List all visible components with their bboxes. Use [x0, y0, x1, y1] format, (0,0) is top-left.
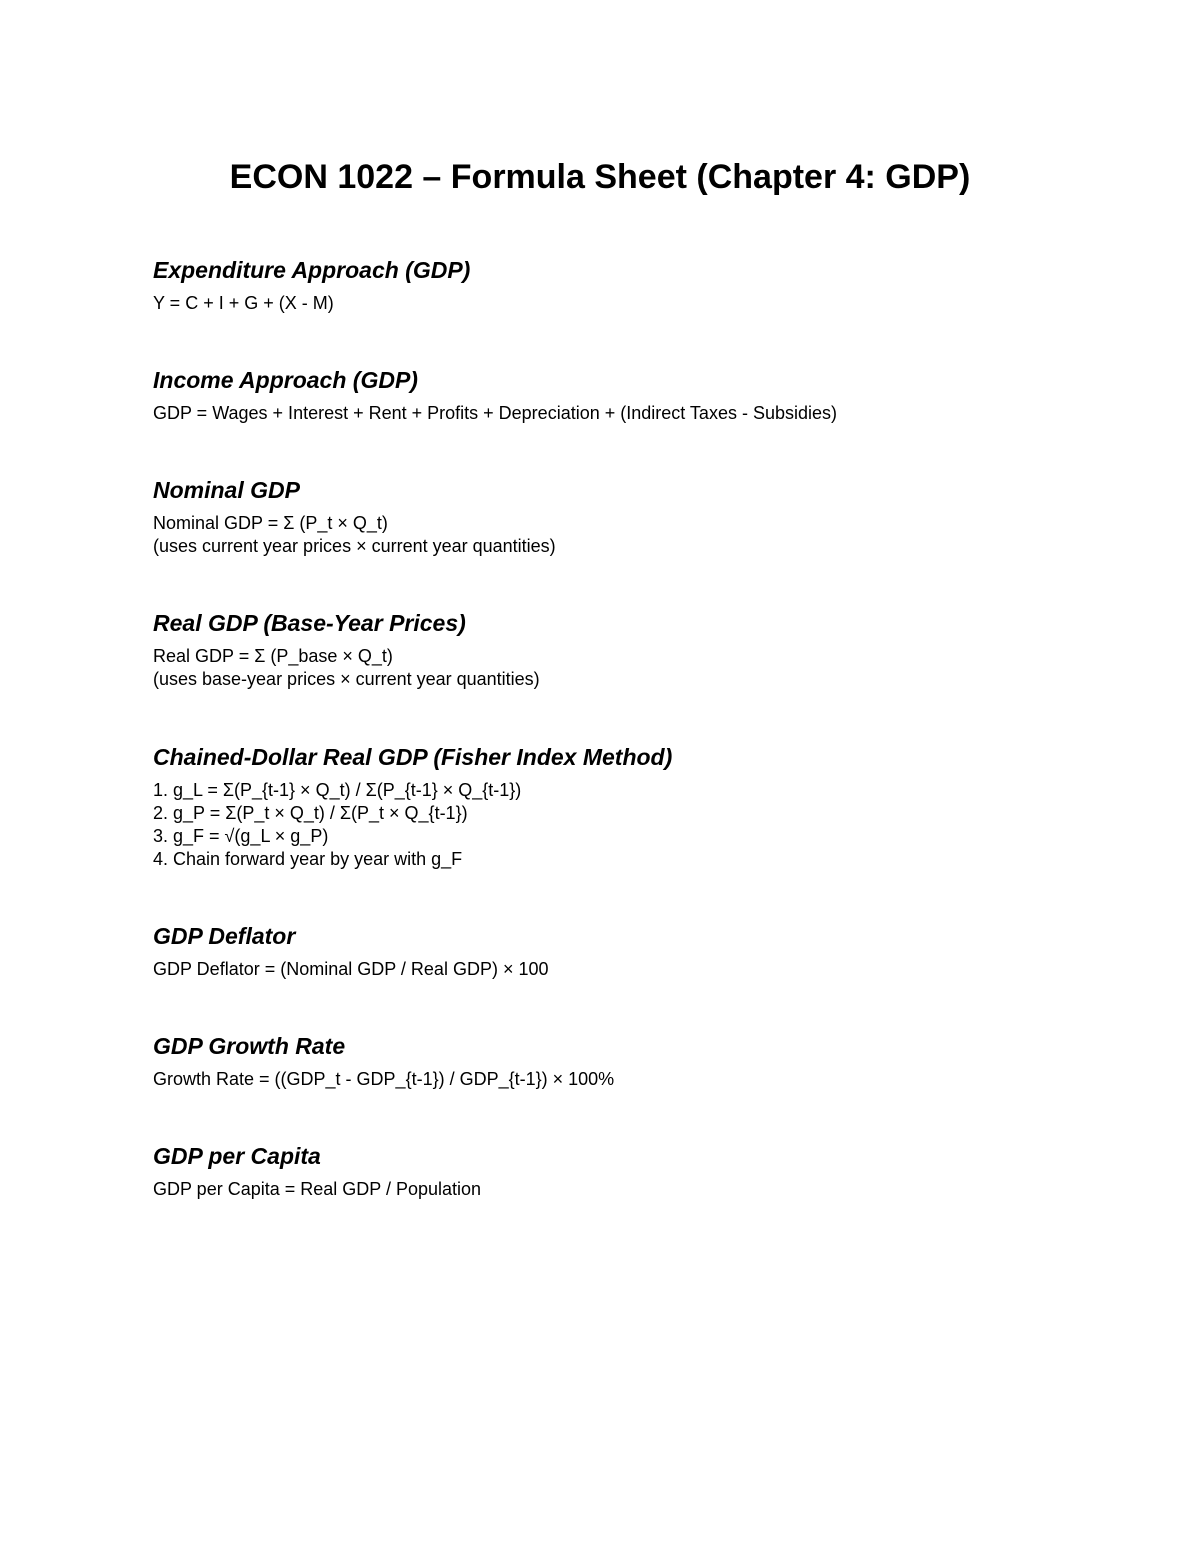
section-heading: GDP Deflator	[153, 923, 296, 949]
section-heading: Real GDP (Base-Year Prices)	[153, 610, 466, 636]
section-gdp-per-capita	[153, 1142, 1053, 1201]
formula-step: 2. g_P = Σ(P_t × Q_t) / Σ(P_t × Q_{t-1})	[153, 803, 468, 823]
section-real-gdp	[153, 609, 1053, 691]
section-heading: GDP Growth Rate	[153, 1033, 346, 1059]
section-income-approach	[153, 366, 1053, 425]
formula-line: Real GDP = Σ (P_base × Q_t)	[153, 646, 393, 666]
section-chained-dollar-real-gdp	[153, 743, 1053, 871]
formula-line: Y = C + I + G + (X - M)	[153, 293, 334, 313]
section-heading: Expenditure Approach (GDP)	[153, 257, 471, 283]
section-heading: Nominal GDP	[153, 477, 300, 503]
section-gdp-deflator	[153, 922, 1053, 981]
formula-line: Nominal GDP = Σ (P_t × Q_t)	[153, 513, 388, 533]
section-nominal-gdp	[153, 476, 1053, 558]
formula-step: 4. Chain forward year by year with g_F	[153, 849, 463, 869]
section-gdp-growth-rate	[153, 1032, 1053, 1091]
section-heading: GDP per Capita	[153, 1143, 321, 1169]
formula-line: GDP = Wages + Interest + Rent + Profits + Depreciation + (Indirect Taxes - Subsidies)	[153, 403, 837, 423]
formula-note: (uses base-year prices × current year quantities)	[153, 669, 540, 689]
formula-line: GDP per Capita = Real GDP / Population	[153, 1179, 482, 1199]
section-heading: Income Approach (GDP)	[153, 367, 418, 393]
formula-note: (uses current year prices × current year quantities)	[153, 536, 556, 556]
section-heading: Chained-Dollar Real GDP (Fisher Index Method)	[153, 744, 673, 770]
formula-line: Growth Rate = ((GDP_t - GDP_{t-1}) / GDP_{t-1}) × 100%	[153, 1069, 615, 1089]
section-expenditure-approach	[153, 256, 1053, 315]
formula-step: 3. g_F = √(g_L × g_P)	[153, 826, 329, 846]
formula-line: GDP Deflator = (Nominal GDP / Real GDP) × 100	[153, 959, 549, 979]
page-title: ECON 1022 – Formula Sheet (Chapter 4: GDP)	[229, 158, 971, 196]
formula-step: 1. g_L = Σ(P_{t-1} × Q_t) / Σ(P_{t-1} × Q_{t-1})	[153, 780, 522, 800]
